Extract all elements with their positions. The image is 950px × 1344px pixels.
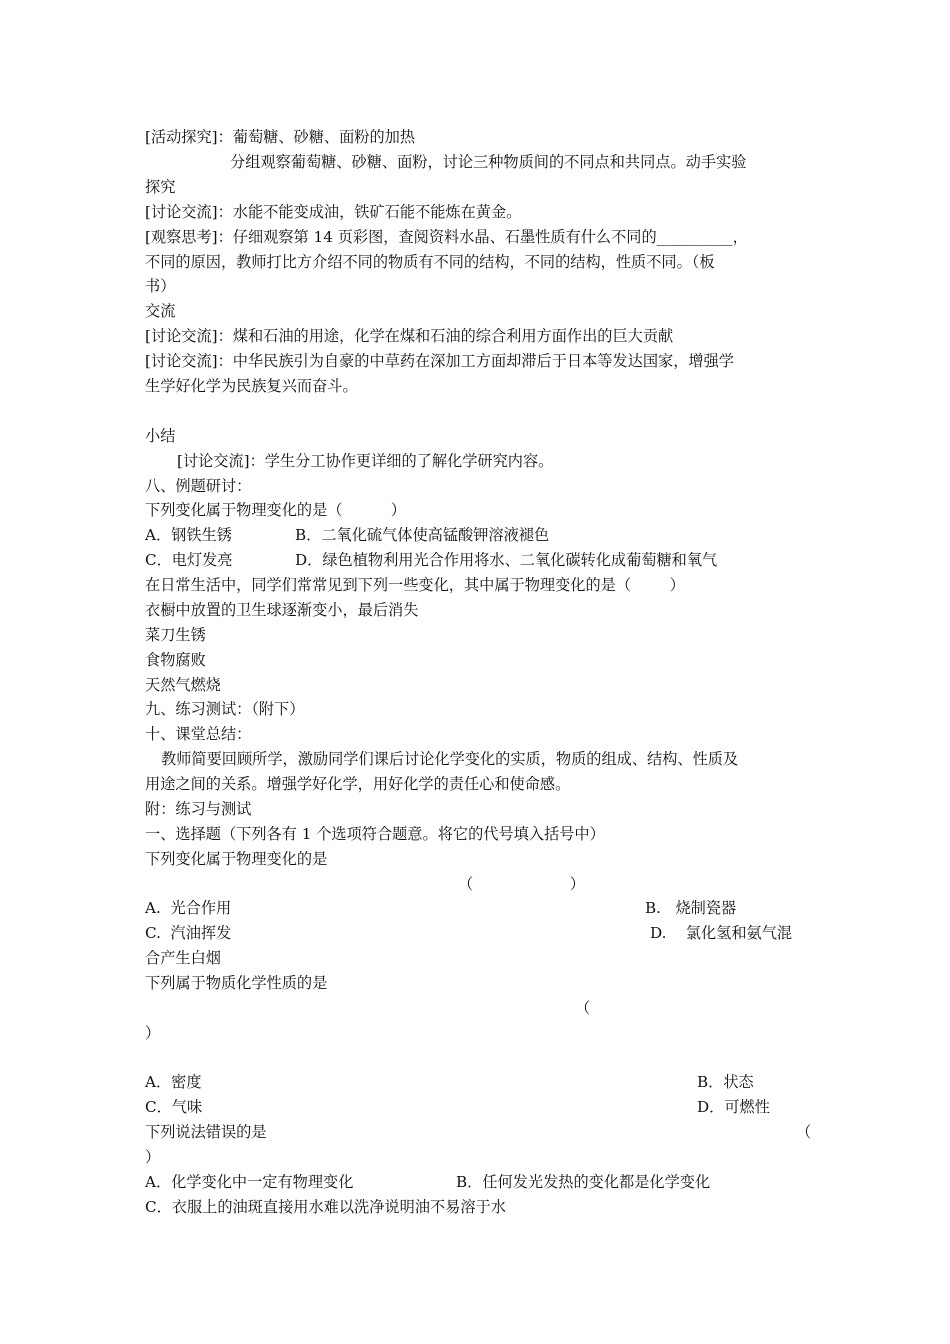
paragraph-line: 书）	[145, 277, 176, 295]
option-d: D．可燃性	[697, 1098, 770, 1116]
section-heading: 十、课堂总结：	[145, 725, 252, 743]
answer-bracket-open: （	[575, 999, 591, 1017]
paragraph-line: [讨论交流]：水能不能变成油，铁矿石能不能炼在黄金。	[145, 203, 522, 221]
paragraph-line: 不同的原因，教师打比方介绍不同的物质有不同的结构，不同的结构，性质不同。（板	[145, 253, 715, 271]
list-item: 衣橱中放置的卫生球逐渐变小，最后消失	[145, 601, 419, 619]
section-heading: 八、例题研讨：	[145, 477, 252, 495]
paragraph-line: 分组观察葡萄糖、砂糖、面粉，讨论三种物质间的不同点和共同点。动手实验	[230, 153, 747, 171]
option-d: D．绿色植物利用光合作用将水、二氧化碳转化成葡萄糖和氧气	[295, 551, 718, 569]
section-heading: 一、选择题（下列各有 1 个选项符合题意。将它的代号填入括号中）	[145, 825, 605, 843]
option-a: A．钢铁生锈	[145, 526, 232, 544]
activity-heading: [活动探究]：葡萄糖、砂糖、面粉的加热	[145, 128, 416, 146]
option-a: A．化学变化中一定有物理变化	[145, 1173, 354, 1191]
option-c: C．衣服上的油斑直接用水难以洗净说明油不易溶于水	[145, 1198, 506, 1216]
paragraph-line: [讨论交流]：中华民族引为自豪的中草药在深加工方面却滞后于日本等发达国家，增强学	[145, 352, 734, 370]
list-item: 天然气燃烧	[145, 676, 221, 694]
option-a: A．密度	[145, 1073, 202, 1091]
section-label: 小结	[145, 427, 176, 445]
answer-bracket: （ ）	[458, 875, 585, 893]
answer-bracket-close: ）	[145, 1148, 161, 1166]
option-b: B．任何发光发热的变化都是化学变化	[456, 1173, 711, 1191]
option-b: B．二氧化硫气体使高锰酸钾溶液褪色	[295, 526, 550, 544]
paragraph-line: 探究	[145, 178, 176, 196]
question-stem: 下列变化属于物理变化的是	[145, 850, 328, 868]
list-item: 食物腐败	[145, 651, 206, 669]
list-item: 菜刀生锈	[145, 626, 206, 644]
question-stem: 下列变化属于物理变化的是（ ）	[145, 501, 406, 519]
option-b: B. 烧制瓷器	[645, 899, 737, 917]
answer-bracket-open: （	[796, 1123, 812, 1141]
section-heading: 九、练习测试：（附下）	[145, 700, 305, 718]
paragraph-line: [观察思考]：仔细观察第 14 页彩图，查阅资料水晶、石墨性质有什么不同的__________，	[145, 228, 748, 246]
option-a: A. 光合作用	[145, 899, 232, 917]
paragraph-line: [讨论交流]：学生分工协作更详细的了解化学研究内容。	[177, 452, 554, 470]
paragraph-line: 教师简要回顾所学，激励同学们课后讨论化学变化的实质，物质的组成、结构、性质及	[161, 750, 739, 768]
appendix-heading: 附：练习与测试	[145, 800, 252, 818]
question-stem: 下列说法错误的是	[145, 1123, 267, 1141]
option-c: C. 汽油挥发	[145, 924, 232, 942]
option-b: B．状态	[697, 1073, 754, 1091]
paragraph-line: 生学好化学为民族复兴而奋斗。	[145, 377, 358, 395]
paragraph-line: 交流	[145, 302, 176, 320]
question-stem: 下列属于物质化学性质的是	[145, 974, 328, 992]
option-d: D. 氯化氢和氨气混	[650, 924, 793, 942]
option-c: C．电灯发亮	[145, 551, 233, 569]
paragraph-line: [讨论交流]：煤和石油的用途，化学在煤和石油的综合利用方面作出的巨大贡献	[145, 327, 674, 345]
option-d-continued: 合产生白烟	[145, 949, 221, 967]
option-c: C．气味	[145, 1098, 203, 1116]
paragraph-line: 用途之间的关系。增强学好化学，用好化学的责任心和使命感。	[145, 775, 571, 793]
question-stem: 在日常生活中，同学们常常见到下列一些变化，其中属于物理变化的是（ ）	[145, 576, 685, 594]
answer-bracket-close: ）	[145, 1024, 161, 1042]
